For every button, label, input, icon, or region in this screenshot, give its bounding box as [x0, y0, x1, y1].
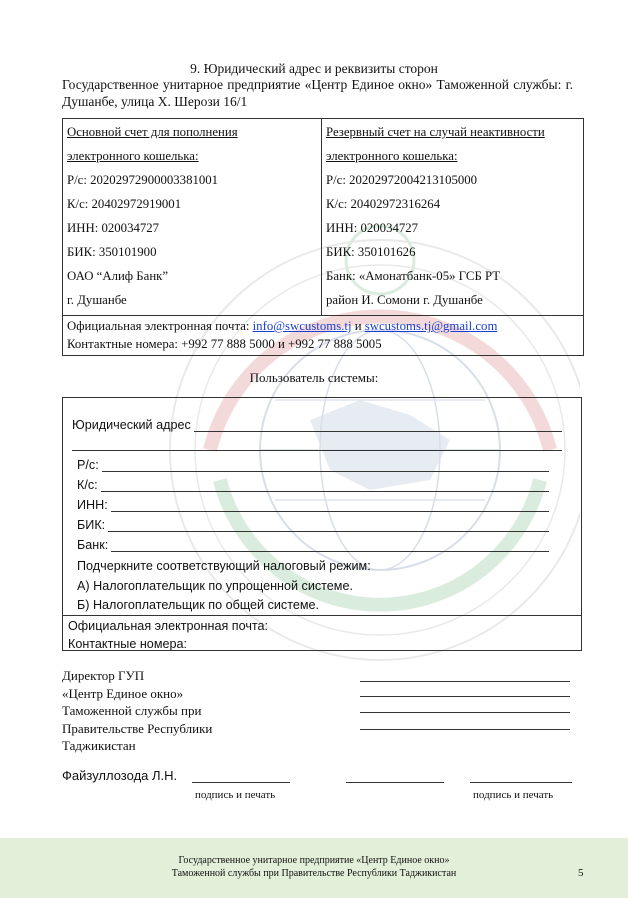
ks-field[interactable] [77, 478, 549, 492]
director-line-1: Директор ГУП [62, 668, 145, 683]
email-link-info[interactable]: info@swcustoms.tj [252, 319, 352, 333]
director-name: Файзуллозода Л.Н. [62, 768, 178, 783]
tax-regime-general[interactable]: Б) Налогоплательщик по общей системе. [77, 598, 320, 612]
reserve-account-bik: БИК: 350101626 [326, 245, 416, 259]
official-contacts-cell [63, 316, 584, 356]
main-account-bank: ОАО “Алиф Банк” [67, 269, 169, 283]
legal-address-underline [194, 419, 562, 432]
inn-label: ИНН: [77, 498, 108, 512]
ks-label: К/с: [77, 478, 98, 492]
caption-left: подпись и печать [195, 789, 276, 801]
bik-label: БИК: [77, 518, 106, 532]
director-line-5: Таджикистан [62, 738, 136, 753]
user-signature-line-1[interactable] [360, 681, 570, 682]
rs-label: Р/с: [77, 458, 99, 472]
footer-text [0, 854, 628, 880]
user-form-divider [63, 615, 581, 616]
main-account-inn: ИНН: 020034727 [67, 221, 160, 235]
director-line-4: Правительстве Республики [62, 720, 213, 736]
user-signature-line-4[interactable] [360, 729, 570, 730]
reserve-account-inn: ИНН: 020034727 [326, 221, 419, 235]
inn-underline [111, 499, 549, 512]
page-number: 5 [578, 867, 584, 879]
main-account-city: г. Душанбе [67, 293, 127, 307]
footer-line-2: Таможенной службы при Правительстве Республики Таджикистан [171, 868, 457, 879]
legal-address-line-2[interactable] [72, 438, 562, 451]
reserve-account-city: район И. Сомони г. Душанбе [326, 293, 483, 307]
bank-underline [111, 539, 549, 552]
user-email-label: Официальная электронная почта: [68, 619, 269, 633]
bik-field[interactable] [77, 518, 549, 532]
requisites-table [62, 118, 584, 356]
system-user-form [62, 397, 582, 651]
rs-underline [102, 459, 549, 472]
middle-signature-line[interactable] [346, 782, 444, 783]
main-account-heading-1: Основной счет для пополнения [67, 125, 238, 139]
footer-line-1: Государственное унитарное предприятие «Центр Единое окно» [178, 855, 450, 866]
legal-address-field[interactable] [72, 418, 562, 432]
caption-right: подпись и печать [473, 789, 554, 801]
tax-regime-simplified[interactable]: А) Налогоплательщик по упрощенной системе. [77, 579, 353, 593]
main-account-ks: К/с: 20402972919001 [67, 197, 182, 211]
inn-field[interactable] [77, 498, 549, 512]
reserve-account-ks: К/с: 20402972316264 [326, 197, 441, 211]
bank-field[interactable] [77, 538, 549, 552]
main-account-heading-2: электронного кошелька: [67, 149, 199, 163]
director-signature-line[interactable] [192, 782, 290, 783]
ks-underline [101, 479, 549, 492]
user-phones-label: Контактные номера: [68, 637, 187, 651]
official-email-line [67, 317, 579, 335]
email-joiner: и [351, 319, 365, 333]
director-block [62, 667, 212, 755]
legal-address-underline-2 [72, 438, 562, 451]
reserve-account-heading-2: электронного кошелька: [326, 149, 458, 163]
page-footer [0, 838, 628, 898]
reserve-account-rs: Р/с: 20202972004213105000 [326, 173, 478, 187]
user-signature-line-3[interactable] [360, 712, 570, 713]
director-line-2: «Центр Единое окно» [62, 685, 184, 701]
bank-label: Банк: [77, 538, 109, 552]
official-phones: Контактные номера: +992 77 888 5000 и +992 77 888 5005 [67, 337, 382, 351]
main-account-rs: Р/с: 20202972900003381001 [67, 173, 219, 187]
section-title: 9. Юридический адрес и реквизиты сторон [190, 61, 438, 76]
bik-underline [108, 519, 549, 532]
reserve-account-cell [322, 119, 584, 316]
user-signature-line-2[interactable] [360, 696, 570, 697]
user-final-signature-line[interactable] [470, 782, 572, 783]
reserve-account-bank: Банк: «Амонатбанк-05» ГСБ РТ [326, 269, 501, 283]
official-email-label: Официальная электронная почта: [67, 319, 253, 333]
main-account-bik: БИК: 350101900 [67, 245, 157, 259]
legal-address-label: Юридический адрес [72, 418, 191, 432]
main-account-cell [63, 119, 322, 316]
reserve-account-heading-1: Резервный счет на случай неактивности [326, 125, 545, 139]
rs-field[interactable] [77, 458, 549, 472]
email-link-gmail[interactable]: swcustoms.tj@gmail.com [364, 319, 498, 333]
organization-address: Государственное унитарное предприятие «Центр Единое окно» Таможенной службы: г. Душанбе, улица Х. Шерози 16/1 [62, 77, 573, 109]
director-line-3: Таможенной службы при [62, 703, 202, 718]
system-user-title: Пользователь системы: [249, 370, 379, 385]
tax-regime-prompt: Подчеркните соответствующий налоговый режим: [77, 559, 371, 573]
